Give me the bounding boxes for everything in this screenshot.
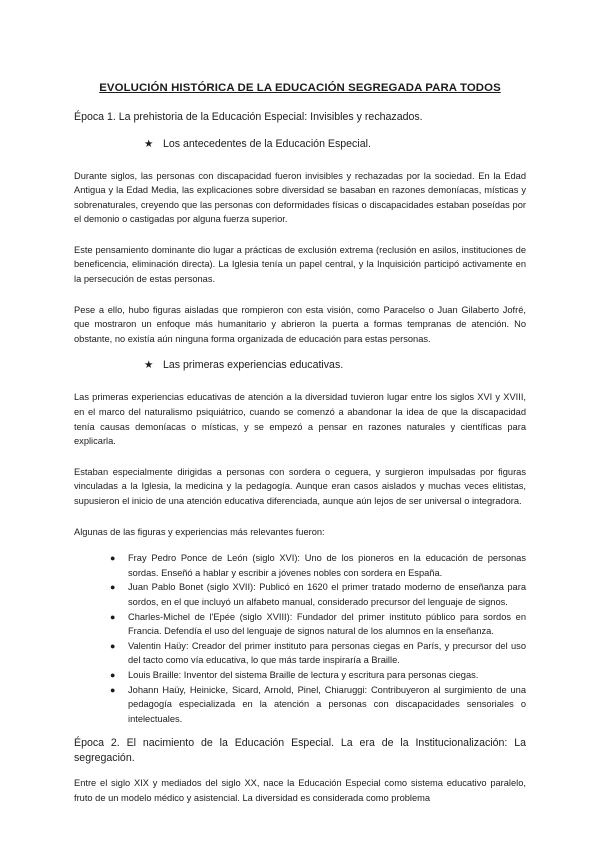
list-item: ● Louis Braille: Inventor del sistema Braille de lectura y escritura para personas ciegas. (110, 668, 526, 683)
bullet-icon: ● (110, 553, 116, 564)
document-title: EVOLUCIÓN HISTÓRICA DE LA EDUCACIÓN SEGREGADA PARA TODOS (99, 82, 501, 94)
paragraph: Las primeras experiencias educativas de atención a la diversidad tuvieron lugar entre los siglos XVI y XVIII, en el marco del naturalismo psiquiátrico, cuando se comenzó a abandonar la idea de que la discapacidad tenía causas demoníacas o místicas, y se empezó a pensar en razones naturales y científicas para explicarla. (74, 392, 526, 447)
list-item: ● Valentin Haüy: Creador del primer instituto para personas ciegas en París, y precursor del uso del tacto como vía educativa, lo que más tarde inspiraría a Braille. (110, 640, 526, 666)
bullet-icon: ● (110, 640, 116, 651)
paragraph: Estaban especialmente dirigidas a personas con sordera o ceguera, y surgieron impulsadas por figuras vinculadas a la Iglesia, la medicina y la pedagogía. Aunque eran casos aislados y muchas veces elitistas, supusieron el inicio de una atención educativa diferenciada, aunque aún lejos de ser universal o integradora. (74, 466, 526, 506)
list-item: ● Charles-Michel de l'Epée (siglo XVIII): Fundador del primer instituto público para sordos en Francia. Defendía el uso del lenguaje de signos natural de los alumnos en la enseñanza. (110, 611, 526, 637)
paragraph: Durante siglos, las personas con discapacidad fueron invisibles y rechazadas por la sociedad. En la Edad Antigua y la Edad Media, las explicaciones sobre diversidad se basaban en razones demoníacas, místicas y sobrenaturales, creyendo que las personas con deformidades físicas o discapacidades estaban poseídas por el demonio o castigadas por alguna fuerza superior. (74, 170, 526, 225)
bullet-icon: ● (110, 611, 116, 622)
bullet-icon: ● (110, 684, 116, 695)
list-item: ● Johann Haüy, Heinicke, Sicard, Arnold, Pinel, Chiaruggi: Contribuyeron al surgimiento de una pedagogía especializada en la atención a personas con discapacidades sensoriales o intelectuales. (110, 684, 526, 724)
paragraph: Este pensamiento dominante dio lugar a prácticas de exclusión extrema (reclusión en asilos, instituciones de beneficencia, eliminación directa). La Iglesia tenía un papel central, y la Inquisición participó activamente en la persecución de estas personas. (74, 244, 526, 285)
star-icon: ★ (144, 359, 154, 372)
section-heading-label: Las primeras experiencias educativas. (163, 359, 344, 372)
epoch-1-heading: Época 1. La prehistoria de la Educación Especial: Invisibles y rechazados. (74, 111, 423, 123)
section-heading-primeras-experiencias (144, 358, 526, 372)
paragraph: Algunas de las figuras y experiencias más relevantes fueron: (74, 526, 325, 537)
bullet-icon: ● (110, 582, 116, 593)
epoch-2-heading: Época 2. El nacimiento de la Educación Especial. La era de la Institucionalización: La segregación. (74, 737, 526, 765)
section-heading-label: Los antecedentes de la Educación Especial. (163, 137, 371, 150)
list-item: ● Fray Pedro Ponce de León (siglo XVI): Uno de los pioneros en la educación de personas sordas. Enseñó a hablar y escribir a jóvenes nobles con sordera en España. (110, 553, 526, 578)
star-icon: ★ (144, 137, 154, 150)
section-heading-antecedentes (144, 137, 526, 151)
paragraph: Entre el siglo XIX y mediados del siglo XX, nace la Educación Especial como sistema educativo paralelo, fruto de un modelo médico y asistencial. La diversidad es considerada como problema (74, 777, 526, 803)
figures-list (74, 551, 526, 726)
bullet-icon: ● (110, 669, 116, 680)
paragraph: Pese a ello, hubo figuras aisladas que rompieron con esta visión, como Paracelso o Juan Gilaberto Jofré, que mostraron un enfoque más humanitario y abrieron la puerta a formas tempranas de atención. No obstante, no existía aún ninguna forma organizada de educación para estas personas. (74, 304, 526, 344)
list-item: ● Juan Pablo Bonet (siglo XVII): Publicó en 1620 el primer tratado moderno de enseñanza para sordos, en el que incluyó un alfabeto manual, considerado precursor del lenguaje de signos. (110, 582, 526, 607)
